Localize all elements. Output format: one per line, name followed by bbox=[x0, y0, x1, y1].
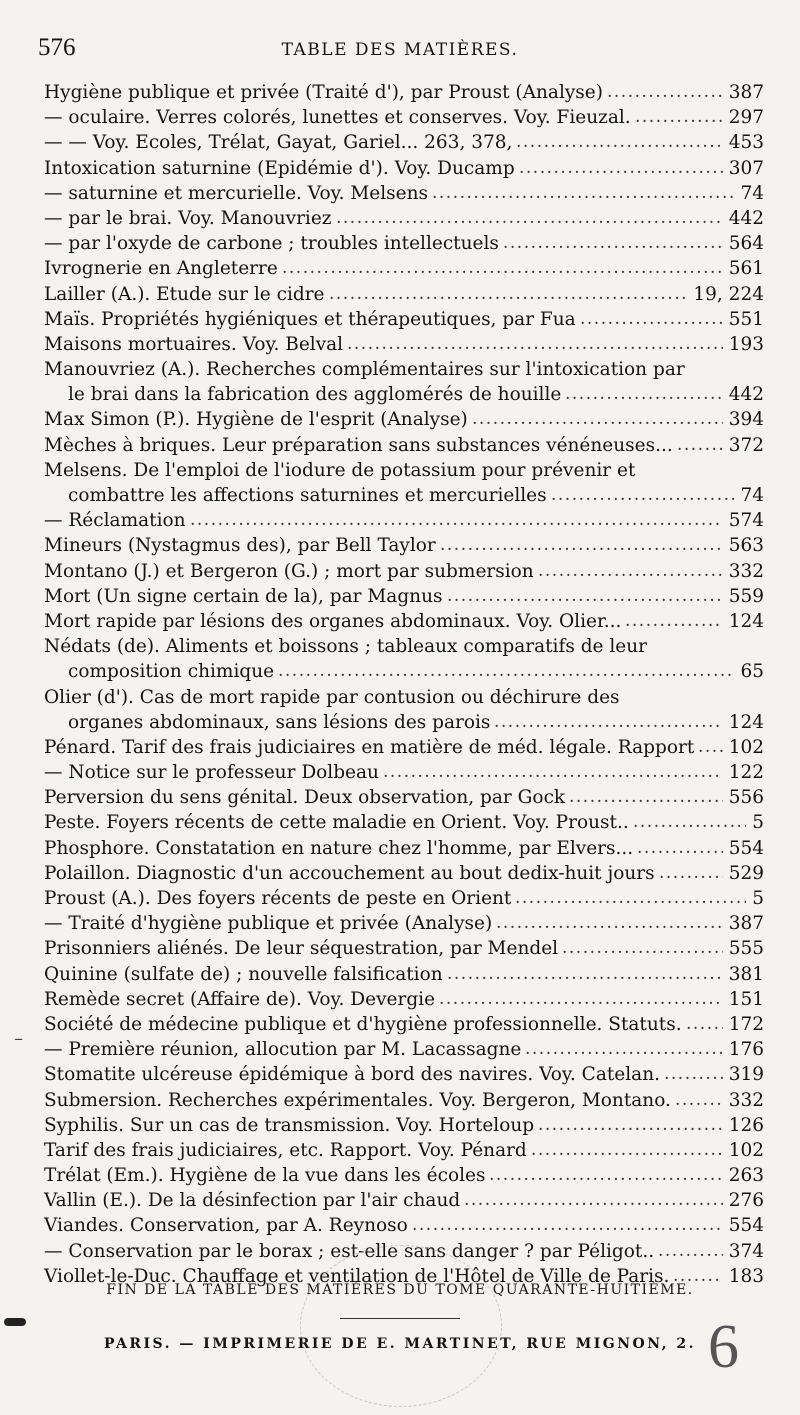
entry-text: — par l'oxyde de carbone ; troubles intellectuels bbox=[44, 233, 499, 255]
index-entry bbox=[44, 458, 764, 483]
entry-text: Submersion. Recherches expérimentales. Voy. Bergeron, Montano. bbox=[44, 1089, 671, 1111]
dot-leader bbox=[625, 609, 723, 634]
dot-leader bbox=[551, 483, 734, 508]
dot-leader bbox=[538, 559, 723, 584]
entry-text: Nédats (de). Aliments et boissons ; tableaux comparatifs de leur bbox=[44, 636, 647, 658]
entry-text: Perversion du sens génital. Deux observation, par Gock bbox=[44, 787, 566, 809]
entry-page-number: 442 bbox=[723, 382, 764, 407]
index-entry bbox=[44, 407, 764, 432]
dot-leader bbox=[637, 836, 723, 861]
entry-page-number: 559 bbox=[723, 584, 764, 609]
index-entry bbox=[44, 584, 764, 609]
entry-page-number: 574 bbox=[723, 508, 764, 533]
dot-leader bbox=[282, 256, 723, 281]
index-entry bbox=[44, 861, 764, 886]
handwritten-mark: 6 bbox=[708, 1313, 739, 1381]
entry-page-number: 387 bbox=[723, 911, 764, 936]
dot-leader bbox=[658, 1239, 723, 1264]
index-entry bbox=[44, 181, 764, 206]
footer-rule bbox=[340, 1318, 460, 1319]
index-entry bbox=[44, 911, 764, 936]
entry-page-number: 554 bbox=[723, 836, 764, 861]
entry-page-number: 563 bbox=[723, 533, 764, 558]
dot-leader bbox=[525, 1037, 723, 1062]
entry-page-number: 551 bbox=[723, 307, 764, 332]
entry-page-number: 5 bbox=[746, 810, 764, 835]
index-entry-continuation bbox=[44, 659, 764, 684]
entry-text: Syphilis. Sur un cas de transmission. Voy. Horteloup bbox=[44, 1114, 535, 1136]
entry-text: Tarif des frais judiciaires, etc. Rapport. Voy. Pénard bbox=[44, 1139, 527, 1161]
entry-page-number: 102 bbox=[723, 735, 764, 760]
dot-leader bbox=[447, 584, 723, 609]
entry-page-number: 5 bbox=[746, 886, 764, 911]
entry-page-number: 332 bbox=[723, 559, 764, 584]
entry-text: Mineurs (Nystagmus des), par Bell Taylor bbox=[44, 535, 436, 557]
dot-leader bbox=[686, 1012, 723, 1037]
entry-page-number: 556 bbox=[723, 785, 764, 810]
dot-leader bbox=[531, 1138, 723, 1163]
index-entry bbox=[44, 785, 764, 810]
entry-text: Montano (J.) et Bergeron (G.) ; mort par submersion bbox=[44, 560, 534, 582]
entry-text: — saturnine et mercurielle. Voy. Melsens bbox=[44, 182, 429, 204]
index-entry bbox=[44, 1138, 764, 1163]
entry-text: Proust (A.). Des foyers récents de peste en Orient bbox=[44, 888, 512, 909]
entry-text: Hygiène publique et privée (Traité d'), par Proust (Analyse) bbox=[44, 82, 603, 103]
index-entry bbox=[44, 609, 764, 634]
entry-text: Lailler (A.). Etude sur le cidre bbox=[44, 283, 325, 305]
entry-page-number: 183 bbox=[723, 1264, 764, 1289]
entry-page-number: 124 bbox=[723, 609, 764, 634]
entry-text: Quinine (sulfate de) ; nouvelle falsification bbox=[44, 963, 443, 985]
entry-text: Phosphore. Constatation en nature chez l'homme, par Elvers... bbox=[44, 837, 634, 859]
entry-text: — oculaire. Verres colorés, lunettes et conserves. Voy. Fieuzal. bbox=[44, 107, 631, 129]
index-entry-continuation bbox=[44, 483, 764, 508]
entry-text: Stomatite ulcéreuse épidémique à bord des navires. Voy. Catelan. bbox=[44, 1064, 660, 1086]
entry-page-number: 387 bbox=[723, 80, 764, 105]
entry-text: Melsens. De l'emploi de l'iodure de potassium pour prévenir et bbox=[44, 459, 636, 481]
entry-page-number: 263 bbox=[723, 1163, 764, 1188]
entry-page-number: 332 bbox=[723, 1088, 764, 1113]
entry-text: Mèches à briques. Leur préparation sans substances vénéneuses... bbox=[44, 434, 673, 456]
entry-text: Viollet-le-Duc. Chauffage et ventilation de l'Hôtel de Ville de Paris. bbox=[44, 1265, 670, 1287]
page-header bbox=[38, 34, 762, 66]
entry-text: organes abdominaux, sans lésions des parois bbox=[68, 711, 491, 733]
entry-text: Intoxication saturnine (Epidémie d'). Voy. Ducamp bbox=[44, 157, 515, 179]
entry-page-number: 122 bbox=[723, 760, 764, 785]
entry-page-number: 453 bbox=[723, 130, 764, 155]
index-entry bbox=[44, 836, 764, 861]
entry-text: Mort rapide par lésions des organes abdominaux. Voy. Olier... bbox=[44, 610, 622, 632]
entry-text: le brai dans la fabrication des agglomérés de houille bbox=[68, 384, 562, 406]
entry-text: — Réclamation bbox=[44, 510, 186, 532]
dot-leader bbox=[503, 231, 723, 256]
margin-dash: – bbox=[14, 1028, 23, 1049]
page-number: 576 bbox=[38, 34, 76, 61]
dot-leader bbox=[698, 735, 723, 760]
entry-page-number: 74 bbox=[734, 483, 764, 508]
entry-text: — Traité d'hygiène publique et privée (Analyse) bbox=[44, 913, 493, 935]
dot-leader bbox=[633, 810, 746, 835]
entry-text: composition chimique bbox=[68, 661, 275, 683]
entry-page-number: 172 bbox=[723, 1012, 764, 1037]
entry-text: Pénard. Tarif des frais judiciaires en matière de méd. légale. Rapport bbox=[44, 736, 695, 758]
index-entry bbox=[44, 1012, 764, 1037]
index-entry bbox=[44, 80, 764, 105]
index-entry bbox=[44, 987, 764, 1012]
entry-text: Olier (d'). Cas de mort rapide par contusion ou déchirure des bbox=[44, 686, 620, 708]
index-entry bbox=[44, 962, 764, 987]
dot-leader bbox=[635, 105, 723, 130]
entry-page-number: 102 bbox=[723, 1138, 764, 1163]
dot-leader bbox=[565, 382, 723, 407]
entry-page-number: 65 bbox=[734, 659, 764, 684]
index-entry bbox=[44, 282, 764, 307]
entry-page-number: 124 bbox=[723, 710, 764, 735]
index-entry bbox=[44, 156, 764, 181]
dot-leader bbox=[519, 156, 723, 181]
dot-leader bbox=[515, 886, 746, 911]
page-title: TABLE DES MATIÈRES. bbox=[281, 40, 519, 60]
entry-text: — Notice sur le professeur Dolbeau bbox=[44, 762, 379, 784]
entry-text: — Conservation par le borax ; est-elle sans danger ? par Péligot.. bbox=[44, 1240, 655, 1262]
entry-text: — Première réunion, allocution par M. Lacassagne bbox=[44, 1039, 522, 1061]
entry-page-number: 193 bbox=[723, 332, 764, 357]
index-entry bbox=[44, 634, 764, 659]
entry-page-number: 176 bbox=[723, 1037, 764, 1062]
entry-page-number: 555 bbox=[723, 936, 764, 961]
end-of-table-note: FIN DE LA TABLE DES MATIÈRES DU TOME QUARANTE-HUITIÈME. bbox=[106, 1282, 694, 1298]
index-entry bbox=[44, 886, 764, 911]
index-entry bbox=[44, 130, 764, 155]
index-entry bbox=[44, 332, 764, 357]
index-entry bbox=[44, 760, 764, 785]
entry-text: Manouvriez (A.). Recherches complémentaires sur l'intoxication par bbox=[44, 359, 685, 381]
entry-page-number: 374 bbox=[723, 1239, 764, 1264]
entry-page-number: 381 bbox=[723, 962, 764, 987]
entry-page-number: 561 bbox=[723, 256, 764, 281]
dot-leader bbox=[190, 508, 723, 533]
index-entry-continuation bbox=[44, 382, 764, 407]
index-entry bbox=[44, 1062, 764, 1087]
dot-leader bbox=[489, 1163, 723, 1188]
dot-leader bbox=[432, 181, 734, 206]
index-entry bbox=[44, 1163, 764, 1188]
index-entry bbox=[44, 1088, 764, 1113]
index-entry bbox=[44, 231, 764, 256]
entry-text: Prisonniers aliénés. De leur séquestration, par Mendel bbox=[44, 938, 559, 960]
entry-page-number: 307 bbox=[723, 156, 764, 181]
index-entry bbox=[44, 357, 764, 382]
entry-page-number: 276 bbox=[723, 1188, 764, 1213]
index-entry bbox=[44, 206, 764, 231]
index-entry bbox=[44, 1113, 764, 1138]
entry-text: Peste. Foyers récents de cette maladie en Orient. Voy. Proust.. bbox=[44, 812, 629, 834]
entry-text: Remède secret (Affaire de). Voy. Devergie bbox=[44, 988, 436, 1010]
entry-text: Maisons mortuaires. Voy. Belval bbox=[44, 333, 344, 355]
entry-text: Max Simon (P.). Hygiène de l'esprit (Analyse) bbox=[44, 409, 468, 431]
index-entry bbox=[44, 307, 764, 332]
dot-leader bbox=[336, 206, 723, 231]
dot-leader bbox=[347, 332, 723, 357]
entry-text: — par le brai. Voy. Manouvriez bbox=[44, 207, 332, 229]
index-entry bbox=[44, 559, 764, 584]
index-entry bbox=[44, 1213, 764, 1238]
dot-leader bbox=[464, 1188, 723, 1213]
entry-page-number: 297 bbox=[723, 105, 764, 130]
library-stamp bbox=[300, 1245, 502, 1407]
entry-text: combattre les affections saturnines et mercurielles bbox=[68, 485, 547, 506]
index-entry bbox=[44, 508, 764, 533]
index-entry bbox=[44, 256, 764, 281]
index-entry bbox=[44, 433, 764, 458]
entry-text: Ivrognerie en Angleterre bbox=[44, 258, 278, 280]
dot-leader bbox=[569, 785, 723, 810]
entry-page-number: 19, 224 bbox=[687, 282, 764, 307]
index-entry bbox=[44, 735, 764, 760]
entry-text: Maïs. Propriétés hygiéniques et thérapeutiques, par Fua bbox=[44, 308, 576, 330]
dot-leader bbox=[329, 282, 687, 307]
entry-page-number: 529 bbox=[723, 861, 764, 886]
dot-leader bbox=[383, 760, 723, 785]
index-entries bbox=[44, 80, 764, 1289]
dot-leader bbox=[607, 80, 723, 105]
index-entry-continuation bbox=[44, 710, 764, 735]
entry-page-number: 564 bbox=[723, 231, 764, 256]
entry-text: Société de médecine publique et d'hygiène professionnelle. Statuts. bbox=[44, 1013, 682, 1035]
dot-leader bbox=[580, 307, 723, 332]
dot-leader bbox=[664, 1062, 723, 1087]
dot-leader bbox=[440, 533, 723, 558]
entry-page-number: 394 bbox=[723, 407, 764, 432]
dot-leader bbox=[659, 861, 723, 886]
dot-leader bbox=[472, 407, 723, 432]
dot-leader bbox=[516, 130, 723, 155]
entry-text: Mort (Un signe certain de la), par Magnus bbox=[44, 585, 443, 607]
dot-leader bbox=[412, 1213, 723, 1238]
entry-page-number: 74 bbox=[734, 181, 764, 206]
entry-page-number: 319 bbox=[723, 1062, 764, 1087]
dot-leader bbox=[494, 710, 723, 735]
index-entry bbox=[44, 685, 764, 710]
dot-leader bbox=[447, 962, 723, 987]
dot-leader bbox=[562, 936, 723, 961]
index-entry bbox=[44, 1037, 764, 1062]
dot-leader bbox=[278, 659, 734, 684]
entry-page-number: 151 bbox=[723, 987, 764, 1012]
entry-page-number: 126 bbox=[723, 1113, 764, 1138]
index-entry bbox=[44, 105, 764, 130]
dot-leader bbox=[538, 1113, 723, 1138]
entry-text: Polaillon. Diagnostic d'un accouchement au bout dedix-huit jours bbox=[44, 862, 655, 884]
entry-page-number: 554 bbox=[723, 1213, 764, 1238]
dot-leader bbox=[677, 433, 723, 458]
index-entry bbox=[44, 533, 764, 558]
index-entry bbox=[44, 1188, 764, 1213]
dot-leader bbox=[675, 1088, 723, 1113]
dot-leader bbox=[439, 987, 723, 1012]
entry-text: — — Voy. Ecoles, Trélat, Gayat, Gariel... 263, 378, bbox=[44, 132, 513, 154]
entry-text: Viandes. Conservation, par A. Reynoso bbox=[44, 1215, 408, 1237]
index-entry bbox=[44, 936, 764, 961]
entry-page-number: 442 bbox=[723, 206, 764, 231]
entry-text: Trélat (Em.). Hygiène de la vue dans les écoles bbox=[44, 1165, 486, 1187]
index-entry bbox=[44, 810, 764, 835]
entry-page-number: 372 bbox=[723, 433, 764, 458]
dot-leader bbox=[496, 911, 723, 936]
printer-imprint: PARIS. — IMPRIMERIE DE E. MARTINET, RUE MIGNON, 2. bbox=[103, 1336, 696, 1352]
ink-blot bbox=[4, 1318, 26, 1326]
entry-text: Vallin (E.). De la désinfection par l'air chaud bbox=[44, 1190, 461, 1212]
